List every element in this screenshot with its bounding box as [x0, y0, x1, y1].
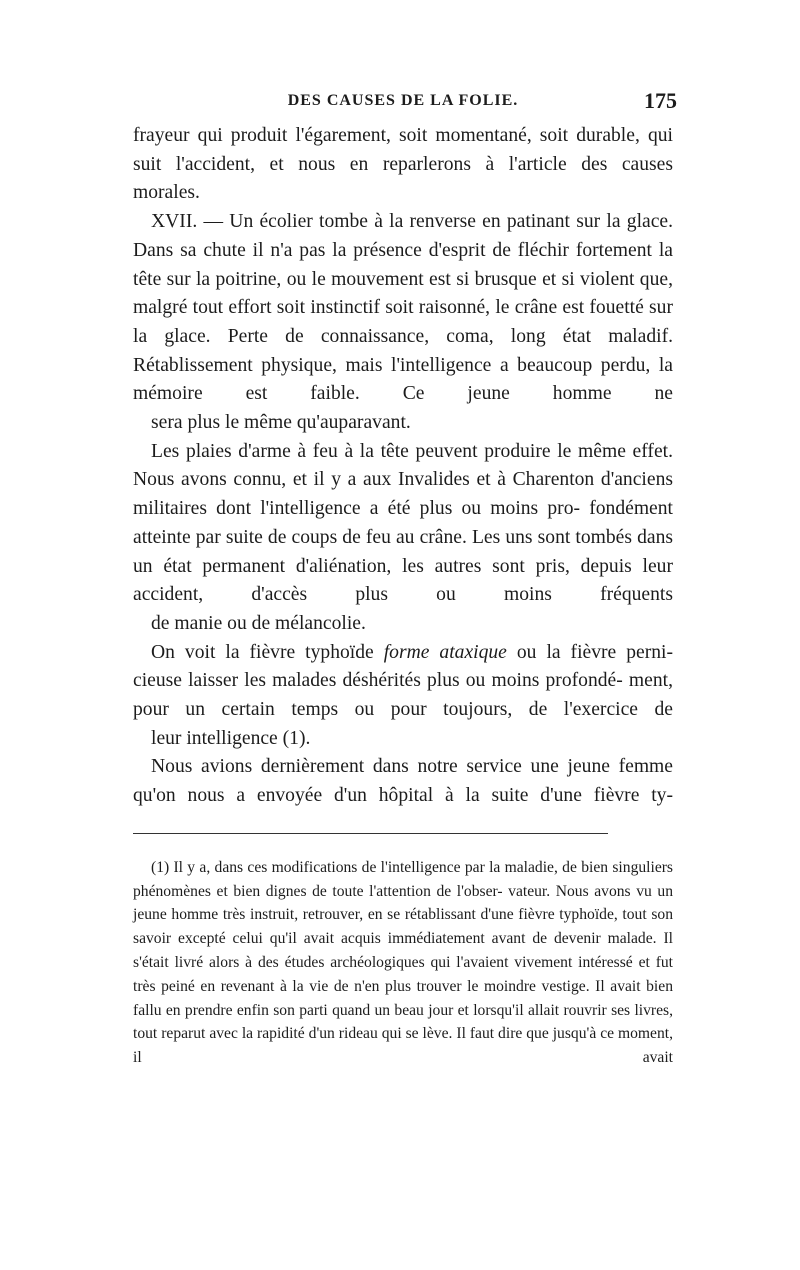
line: cieuse laisser les malades déshérités plus ou moins profondé- — [133, 670, 623, 692]
line: effet. Nous avons connu, et il y a aux Invalides et à Charenton — [133, 440, 673, 491]
paragraph-1 — [133, 122, 673, 208]
line: qu'on nous a envoyée d'un hôpital à la suite d'une fièvre ty- — [133, 785, 673, 807]
line: Les plaies d'arme à feu à la tête peuvent produire le même — [151, 440, 626, 462]
line: et si violent que, malgré tout effort soit instinctif soit raisonné, — [133, 268, 673, 319]
body-text — [133, 122, 673, 811]
paragraph-2 — [133, 208, 673, 438]
line: morales. — [133, 182, 200, 204]
footnote-line: d'un rideau qui se lève. Il faut dire que jusqu'à ce moment, il avait — [133, 1025, 674, 1067]
line: frayeur qui produit l'égarement, soit momentané, soit durable, — [133, 125, 640, 146]
footnote-line: bien singuliers phénomènes et bien dignes de toute l'attention de l'obser- — [133, 858, 674, 900]
footnote-line: vateur. Nous avons vu un jeune homme très instruit, retrouver, en se — [133, 882, 673, 924]
line: de manie ou de mélancolie. — [151, 612, 366, 634]
footnote-line: (1) Il y a, dans ces modifications de l'intelligence par la maladie, de — [151, 858, 577, 876]
running-head — [133, 88, 677, 122]
line: fortement la tête sur la poitrine, ou le mouvement est si brusque — [133, 239, 673, 290]
paragraph-4 — [133, 639, 673, 754]
line: d'anciens militaires dont l'intelligence a été plus ou moins pro- — [133, 469, 673, 520]
line: leur intelligence (1). — [151, 727, 311, 749]
line: a beaucoup perdu, la mémoire est faible. Ce jeune homme ne — [133, 354, 673, 405]
page-number: 175 — [644, 88, 677, 113]
line: XVII. — Un écolier tombe à la renverse en patinant sur la — [151, 211, 621, 233]
line-with-italic — [151, 642, 673, 663]
footnote-paragraph — [133, 856, 673, 1070]
line: glace. Dans sa chute il n'a pas la présence d'esprit de fléchir — [133, 211, 673, 261]
footnote-line: jour et lorsqu'il allait rouvrir ses livres, tout reparut avec la rapidité — [133, 1001, 673, 1043]
footnote-line: rétablissant d'une fièvre typhoïde, tout son savoir excepté celui qu'il — [133, 906, 673, 948]
line: long état maladif. Rétablissement physique, mais l'intelligence — [133, 325, 673, 376]
paragraph-5 — [133, 753, 673, 810]
line: qui suit l'accident, et nous en reparlerons à l'article des causes — [133, 125, 673, 175]
line: Nous avions dernièrement dans notre service une jeune femme — [151, 756, 673, 778]
footnote-line: avait acquis immédiatement avant de devenir malade. Il s'était livré — [133, 930, 673, 972]
footnote-line: alors à des études archéologiques qui l'avaient vivement intéressé et — [209, 954, 650, 972]
text-run: On voit la fièvre typhoïde — [151, 641, 384, 663]
text-run: ou la fièvre perni- — [506, 641, 673, 663]
line: sont tombés dans un état permanent d'aliénation, les autres — [133, 526, 674, 577]
footnote-line: vestige. Il avait bien fallu en prendre enfin son parti quand un beau — [133, 977, 673, 1019]
footnote-rule — [133, 833, 608, 834]
line: ment, pour un certain temps ou pour toujours, de l'exercice de — [133, 670, 673, 721]
footnote-line: fut très peiné en revenant à la vie de n'en plus trouver le moindre — [133, 954, 674, 995]
line: sont pris, depuis leur accident, d'accès plus ou moins fréquents — [133, 555, 673, 606]
footnote — [133, 856, 673, 1070]
running-title: DES CAUSES DE LA FOLIE. — [287, 92, 519, 109]
paragraph-3 — [133, 438, 673, 639]
line: le crâne est fouetté sur la glace. Perte de connaissance, coma, — [133, 297, 673, 347]
line: sera plus le même qu'auparavant. — [151, 412, 411, 434]
book-page — [133, 88, 677, 1070]
italic-phrase: forme ataxique — [383, 641, 507, 663]
line: fondément atteinte par suite de coups de feu au crâne. Les uns — [133, 498, 673, 548]
